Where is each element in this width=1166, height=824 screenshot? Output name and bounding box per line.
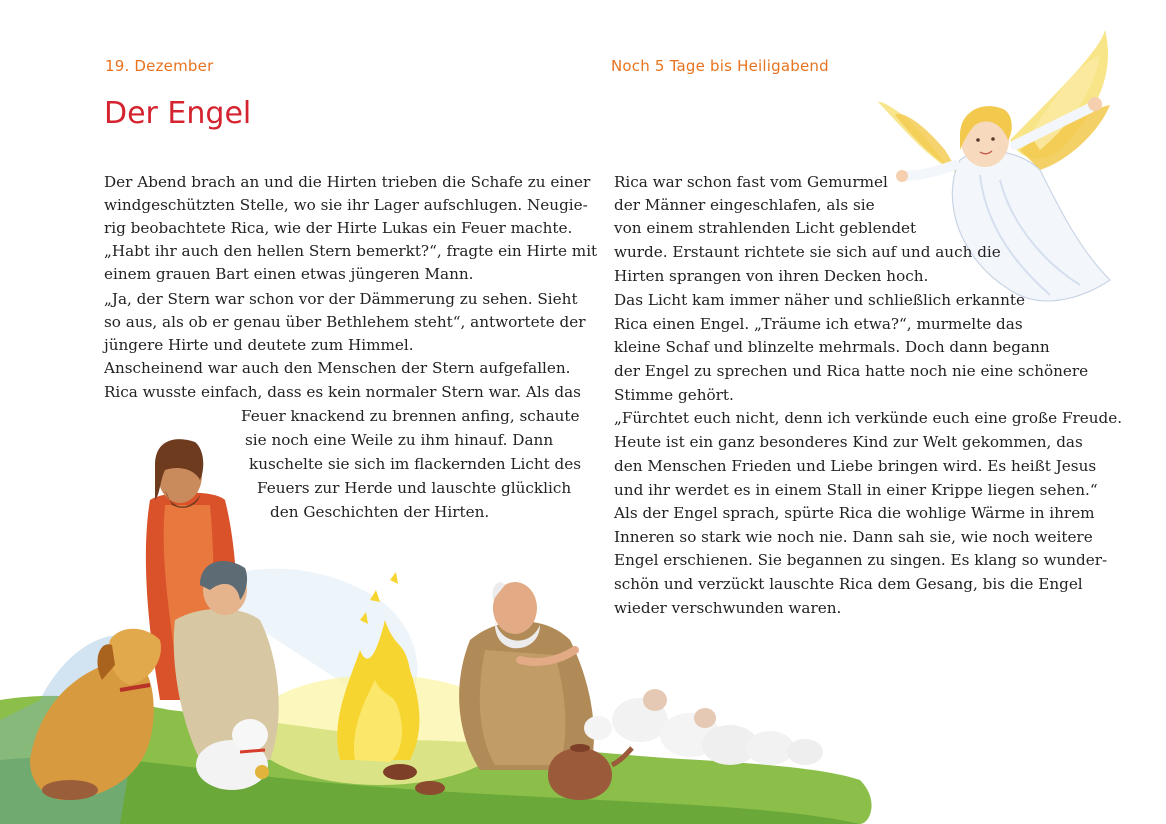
left-line: windgeschützten Stelle, wo sie ihr Lager aufschlugen. Neugie- [104,196,588,214]
left-line: einem grauen Bart einen etwas jüngeren Mann. [104,265,474,283]
right-line: wurde. Erstaunt richtete sie sich auf und auch die [614,243,1001,261]
left-line: Feuers zur Herde und lauschte glücklich [257,479,572,497]
left-line: kuschelte sie sich im flackernden Licht des [249,455,582,473]
right-line: Stimme gehört. [614,386,734,404]
right-line: Rica einen Engel. „Träume ich etwa?“, murmelte das [614,315,1023,333]
left-line: „Habt ihr auch den hellen Stern bemerkt?“, fragte ein Hirte mit [104,242,598,260]
right-line: Heute ist ein ganz besonderes Kind zur Welt gekommen, das [614,433,1083,451]
right-line: Das Licht kam immer näher und schließlich erkannte [614,291,1025,309]
left-line: rig beobachtete Rica, wie der Hirte Lukas ein Feuer machte. [104,219,573,237]
story-title: Der Engel [104,96,252,131]
left-line: Feuer knackend zu brennen anfing, schaute [241,407,580,425]
left-line: „Ja, der Stern war schon vor der Dämmerung zu sehen. Sieht [104,290,578,308]
date-header: 19. Dezember [105,57,214,75]
right-line: den Menschen Frieden und Liebe bringen wird. Es heißt Jesus [614,457,1097,475]
right-line: Rica war schon fast vom Gemurmel [614,173,888,191]
right-line: von einem strahlenden Licht geblendet [614,219,917,237]
right-line: wieder verschwunden waren. [614,599,842,617]
right-line: Hirten sprangen von ihren Decken hoch. [614,267,929,285]
right-line: schön und verzückt lauschte Rica dem Gesang, bis die Engel [614,575,1083,593]
left-line: so aus, als ob er genau über Bethlehem steht“, antwortete der [104,313,586,331]
left-line: Rica wusste einfach, dass es kein normaler Stern war. Als das [104,383,581,401]
right-line: „Fürchtet euch nicht, denn ich verkünde euch eine große Freude. [614,409,1123,427]
left-line: jüngere Hirte und deutete zum Himmel. [104,336,414,354]
right-line: kleine Schaf und blinzelte mehrmals. Doch dann begann [614,338,1050,356]
right-line: Engel erschienen. Sie begannen zu singen. Es klang so wunder- [614,551,1108,569]
right-line: der Engel zu sprechen und Rica hatte noch nie eine schönere [614,362,1089,380]
countdown-header: Noch 5 Tage bis Heiligabend [611,57,829,75]
right-line: und ihr werdet es in einem Stall in einer Krippe liegen sehen.“ [614,481,1098,499]
left-line: den Geschichten der Hirten. [270,503,490,521]
right-line: der Männer eingeschlafen, als sie [614,196,875,214]
left-line: Der Abend brach an und die Hirten trieben die Schafe zu einer [104,173,591,191]
right-line: Als der Engel sprach, spürte Rica die wohlige Wärme in ihrem [614,504,1095,522]
right-line: Inneren so stark wie noch nie. Dann sah sie, wie noch weitere [614,528,1093,546]
left-line: Anscheinend war auch den Menschen der Stern aufgefallen. [104,359,571,377]
left-line: sie noch eine Weile zu ihm hinauf. Dann [245,431,554,449]
